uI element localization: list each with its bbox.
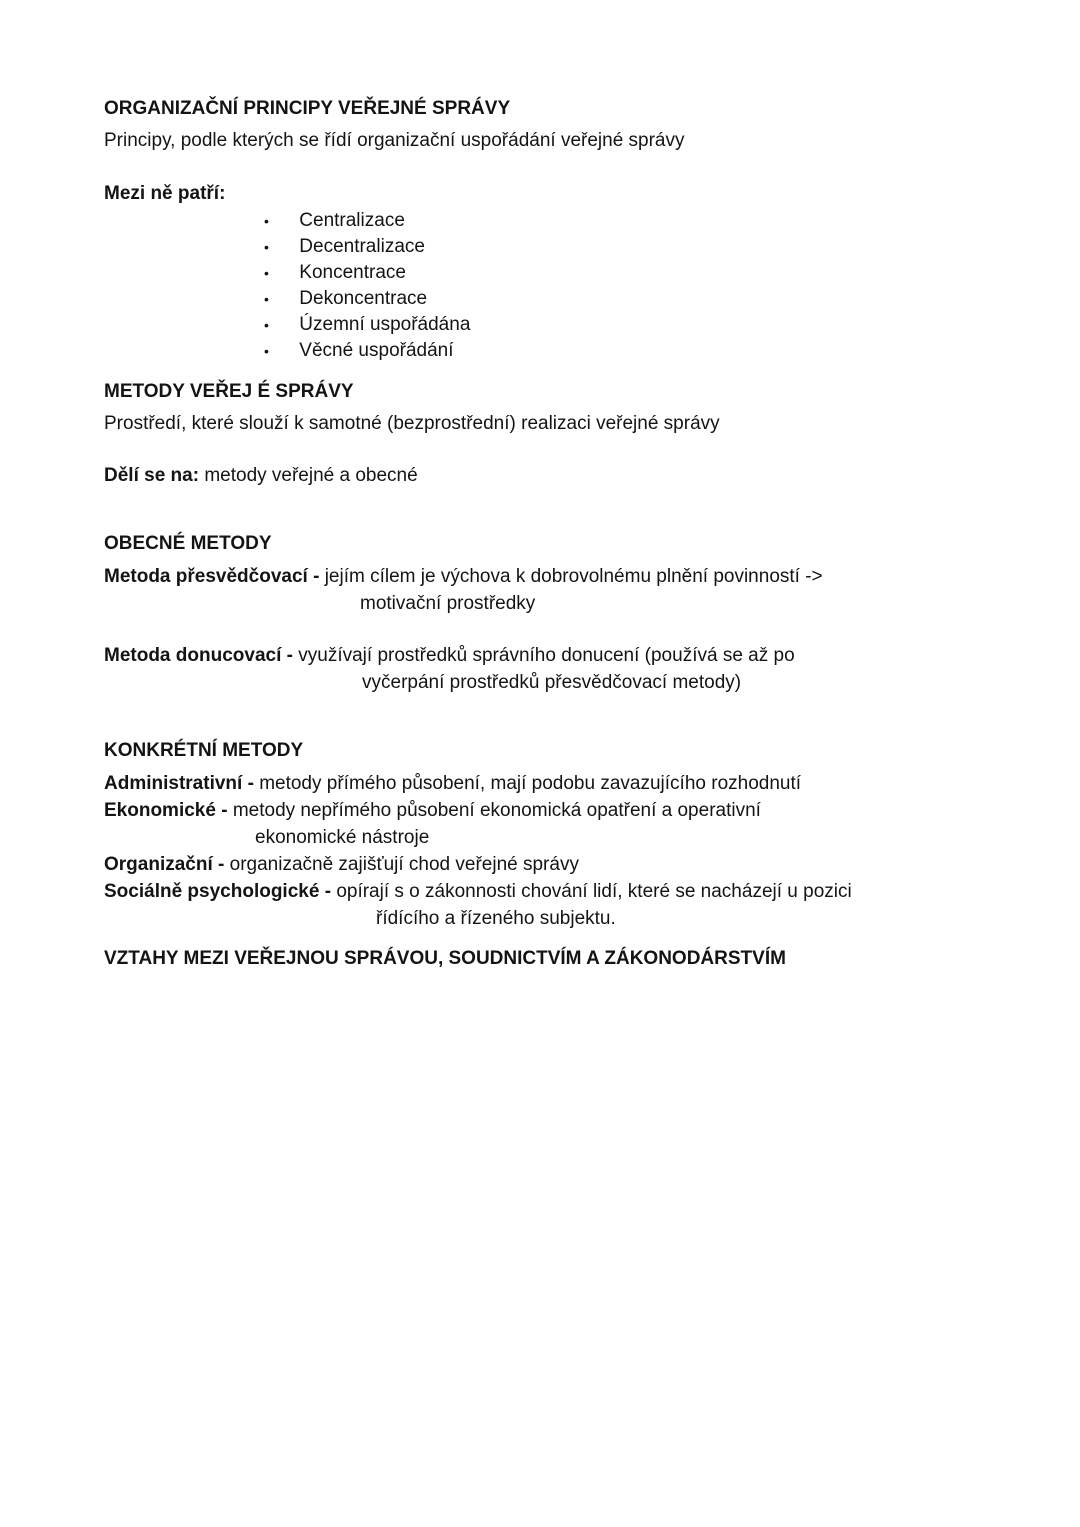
entry-continuation: motivační prostředky	[360, 593, 536, 614]
list-item-label: Dekoncentrace	[299, 288, 428, 309]
section-title-concrete-methods: KONKRÉTNÍ METODY	[104, 740, 304, 761]
list-item	[264, 234, 1010, 260]
division-text: metody veřejné a obecné	[204, 465, 418, 486]
section-title-principles: ORGANIZAČNÍ PRINCIPY VEŘEJNÉ SPRÁVY	[104, 98, 511, 119]
entry-text: metody přímého působení, mají podobu zavazujícího rozhodnutí	[259, 773, 802, 794]
bullet-icon: •	[264, 317, 269, 333]
division-label: Dělí se na:	[104, 465, 200, 486]
division-line	[104, 462, 1010, 489]
principles-list	[264, 208, 1010, 364]
bullet-icon: •	[264, 213, 269, 229]
method-entry	[104, 797, 1010, 851]
bullet-icon: •	[264, 343, 269, 359]
entry-line	[104, 851, 1010, 878]
section-title-relations: VZTAHY MEZI VEŘEJNOU SPRÁVOU, SOUDNICTVÍM A ZÁKONODÁRSTVÍM	[104, 948, 786, 969]
section-description-methods: Prostředí, které slouží k samotné (bezprostřední) realizaci veřejné správy	[104, 413, 720, 434]
section-general-methods	[104, 530, 1010, 696]
bullet-icon: •	[264, 239, 269, 255]
section-description-principles: Principy, podle kterých se řídí organizační uspořádání veřejné správy	[104, 130, 685, 151]
entry-label: Administrativní -	[104, 773, 254, 794]
entry-line	[104, 770, 1010, 797]
entry-label: Ekonomické -	[104, 800, 228, 821]
entry-label: Sociálně psychologické -	[104, 881, 332, 902]
list-item	[264, 286, 1010, 312]
bullet-icon: •	[264, 265, 269, 281]
list-item-label: Decentralizace	[299, 236, 425, 257]
entry-text: opírají s o zákonnosti chování lidí, které se nacházejí u pozici	[336, 881, 852, 902]
section-concrete-methods	[104, 737, 1010, 932]
entry-text: využívají prostředků správního donucení (používá se až po	[298, 645, 795, 666]
entry-line	[104, 878, 1010, 905]
entry-label: Metoda donucovací -	[104, 645, 293, 666]
entry-continuation: řídícího a řízeného subjektu.	[376, 908, 616, 929]
method-entry	[104, 642, 1010, 696]
entry-text: jejím cílem je výchova k dobrovolnému plnění povinností ->	[324, 566, 823, 587]
entry-line	[104, 563, 1010, 590]
entry-continuation: ekonomické nástroje	[255, 827, 430, 848]
section-methods	[104, 378, 1010, 489]
list-item	[264, 312, 1010, 338]
entry-line	[104, 642, 1010, 669]
method-entry	[104, 878, 1010, 932]
list-item	[264, 338, 1010, 364]
entry-label: Organizační -	[104, 854, 225, 875]
section-title-methods: METODY VEŘEJ É SPRÁVY	[104, 381, 354, 402]
list-item-label: Centralizace	[299, 210, 405, 231]
list-item-label: Koncentrace	[299, 262, 406, 283]
list-heading: Mezi ně patří:	[104, 183, 226, 204]
section-title-general-methods: OBECNÉ METODY	[104, 533, 272, 554]
method-entry	[104, 770, 1010, 797]
entry-line	[104, 797, 1010, 824]
entry-text: metody nepřímého působení ekonomická opatření a operativní	[232, 800, 761, 821]
section-principles	[104, 95, 1010, 364]
bullet-icon: •	[264, 291, 269, 307]
entry-text: organizačně zajišťují chod veřejné správy	[229, 854, 579, 875]
entry-continuation: vyčerpání prostředků přesvědčovací metody)	[362, 672, 742, 693]
entry-label: Metoda přesvědčovací -	[104, 566, 320, 587]
list-item-label: Územní uspořádána	[299, 314, 471, 335]
list-item	[264, 260, 1010, 286]
section-relations	[104, 945, 1010, 972]
method-entry	[104, 851, 1010, 878]
list-item	[264, 208, 1010, 234]
method-entry	[104, 563, 1010, 617]
list-item-label: Věcné uspořádání	[299, 340, 454, 361]
